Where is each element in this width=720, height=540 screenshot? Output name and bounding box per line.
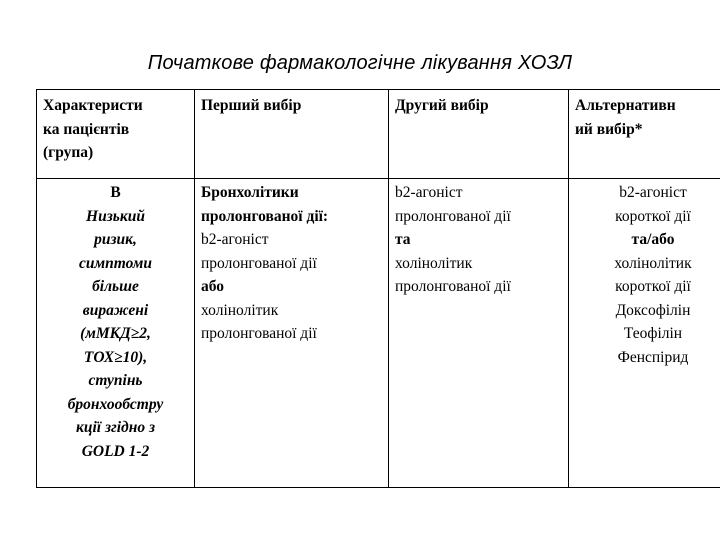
patient-group-cell [37,179,195,488]
first-choice-line: холінолітик [201,301,279,319]
header-patient-characteristics [37,90,195,179]
header-text-line: Характеристи [43,97,143,114]
first-choice-line: b2-агоніст [201,231,269,248]
alternative-choice-line: Фенспірид [617,348,689,366]
header-text-line: Другий вибір [395,97,489,114]
header-text-line: Альтернативн [575,97,676,114]
second-choice-cell [389,179,569,488]
second-choice-line: та [395,231,411,248]
header-text-line: (група) [43,144,94,161]
header-alternative-choice [569,90,720,179]
group-text-line: більше [92,278,139,295]
group-text-line: (мМКД≥2, [80,325,151,342]
header-text-line: Перший вибір [201,97,302,114]
alternative-choice-line: та/або [631,231,675,248]
alternative-choice-line: холінолітик [614,254,692,272]
alternative-choice-line: b2-агоніст [619,184,687,201]
page-title: Початкове фармакологічне лікування ХОЗЛ [147,52,573,74]
header-text-line: ка пацієнтів [43,120,130,138]
second-choice-line: пролонгованої дії [395,278,511,295]
second-choice-line: b2-агоніст [395,184,463,201]
group-text-line: кції згідно з [75,419,155,436]
alternative-choice-line: Доксофілін [615,301,691,319]
first-choice-line: або [201,278,225,295]
group-text-line: симптоми [79,254,152,272]
second-choice-line: холінолітик [395,254,473,272]
header-first-choice [195,90,389,179]
group-text-line: бронхообстру [67,395,164,413]
group-text-line: виражені [82,301,149,319]
first-choice-line: пролонгованої дії: [201,207,329,225]
group-text-line: ТОХ≥10), [83,348,148,366]
group-text-line: Низький [86,207,145,225]
alternative-choice-line: короткої дії [615,278,691,295]
treatment-table [36,89,720,488]
group-letter: В [110,184,121,201]
header-text-line: ий вибір* [575,120,643,138]
first-choice-cell [195,179,389,488]
alternative-choice-line: короткої дії [615,207,691,225]
table-row [37,179,720,488]
alternative-choice-line: Теофілін [623,325,683,342]
group-text-line: ризик, [94,231,137,248]
header-second-choice [389,90,569,179]
alternative-choice-cell [569,179,720,488]
group-text-line: GOLD 1-2 [81,442,150,460]
group-text-line: ступінь [88,372,143,389]
table-header-row [37,90,720,179]
first-choice-line: Бронхолітики [201,184,299,201]
first-choice-line: пролонгованої дії [201,325,317,342]
second-choice-line: пролонгованої дії [395,207,511,225]
first-choice-line: пролонгованої дії [201,254,317,272]
